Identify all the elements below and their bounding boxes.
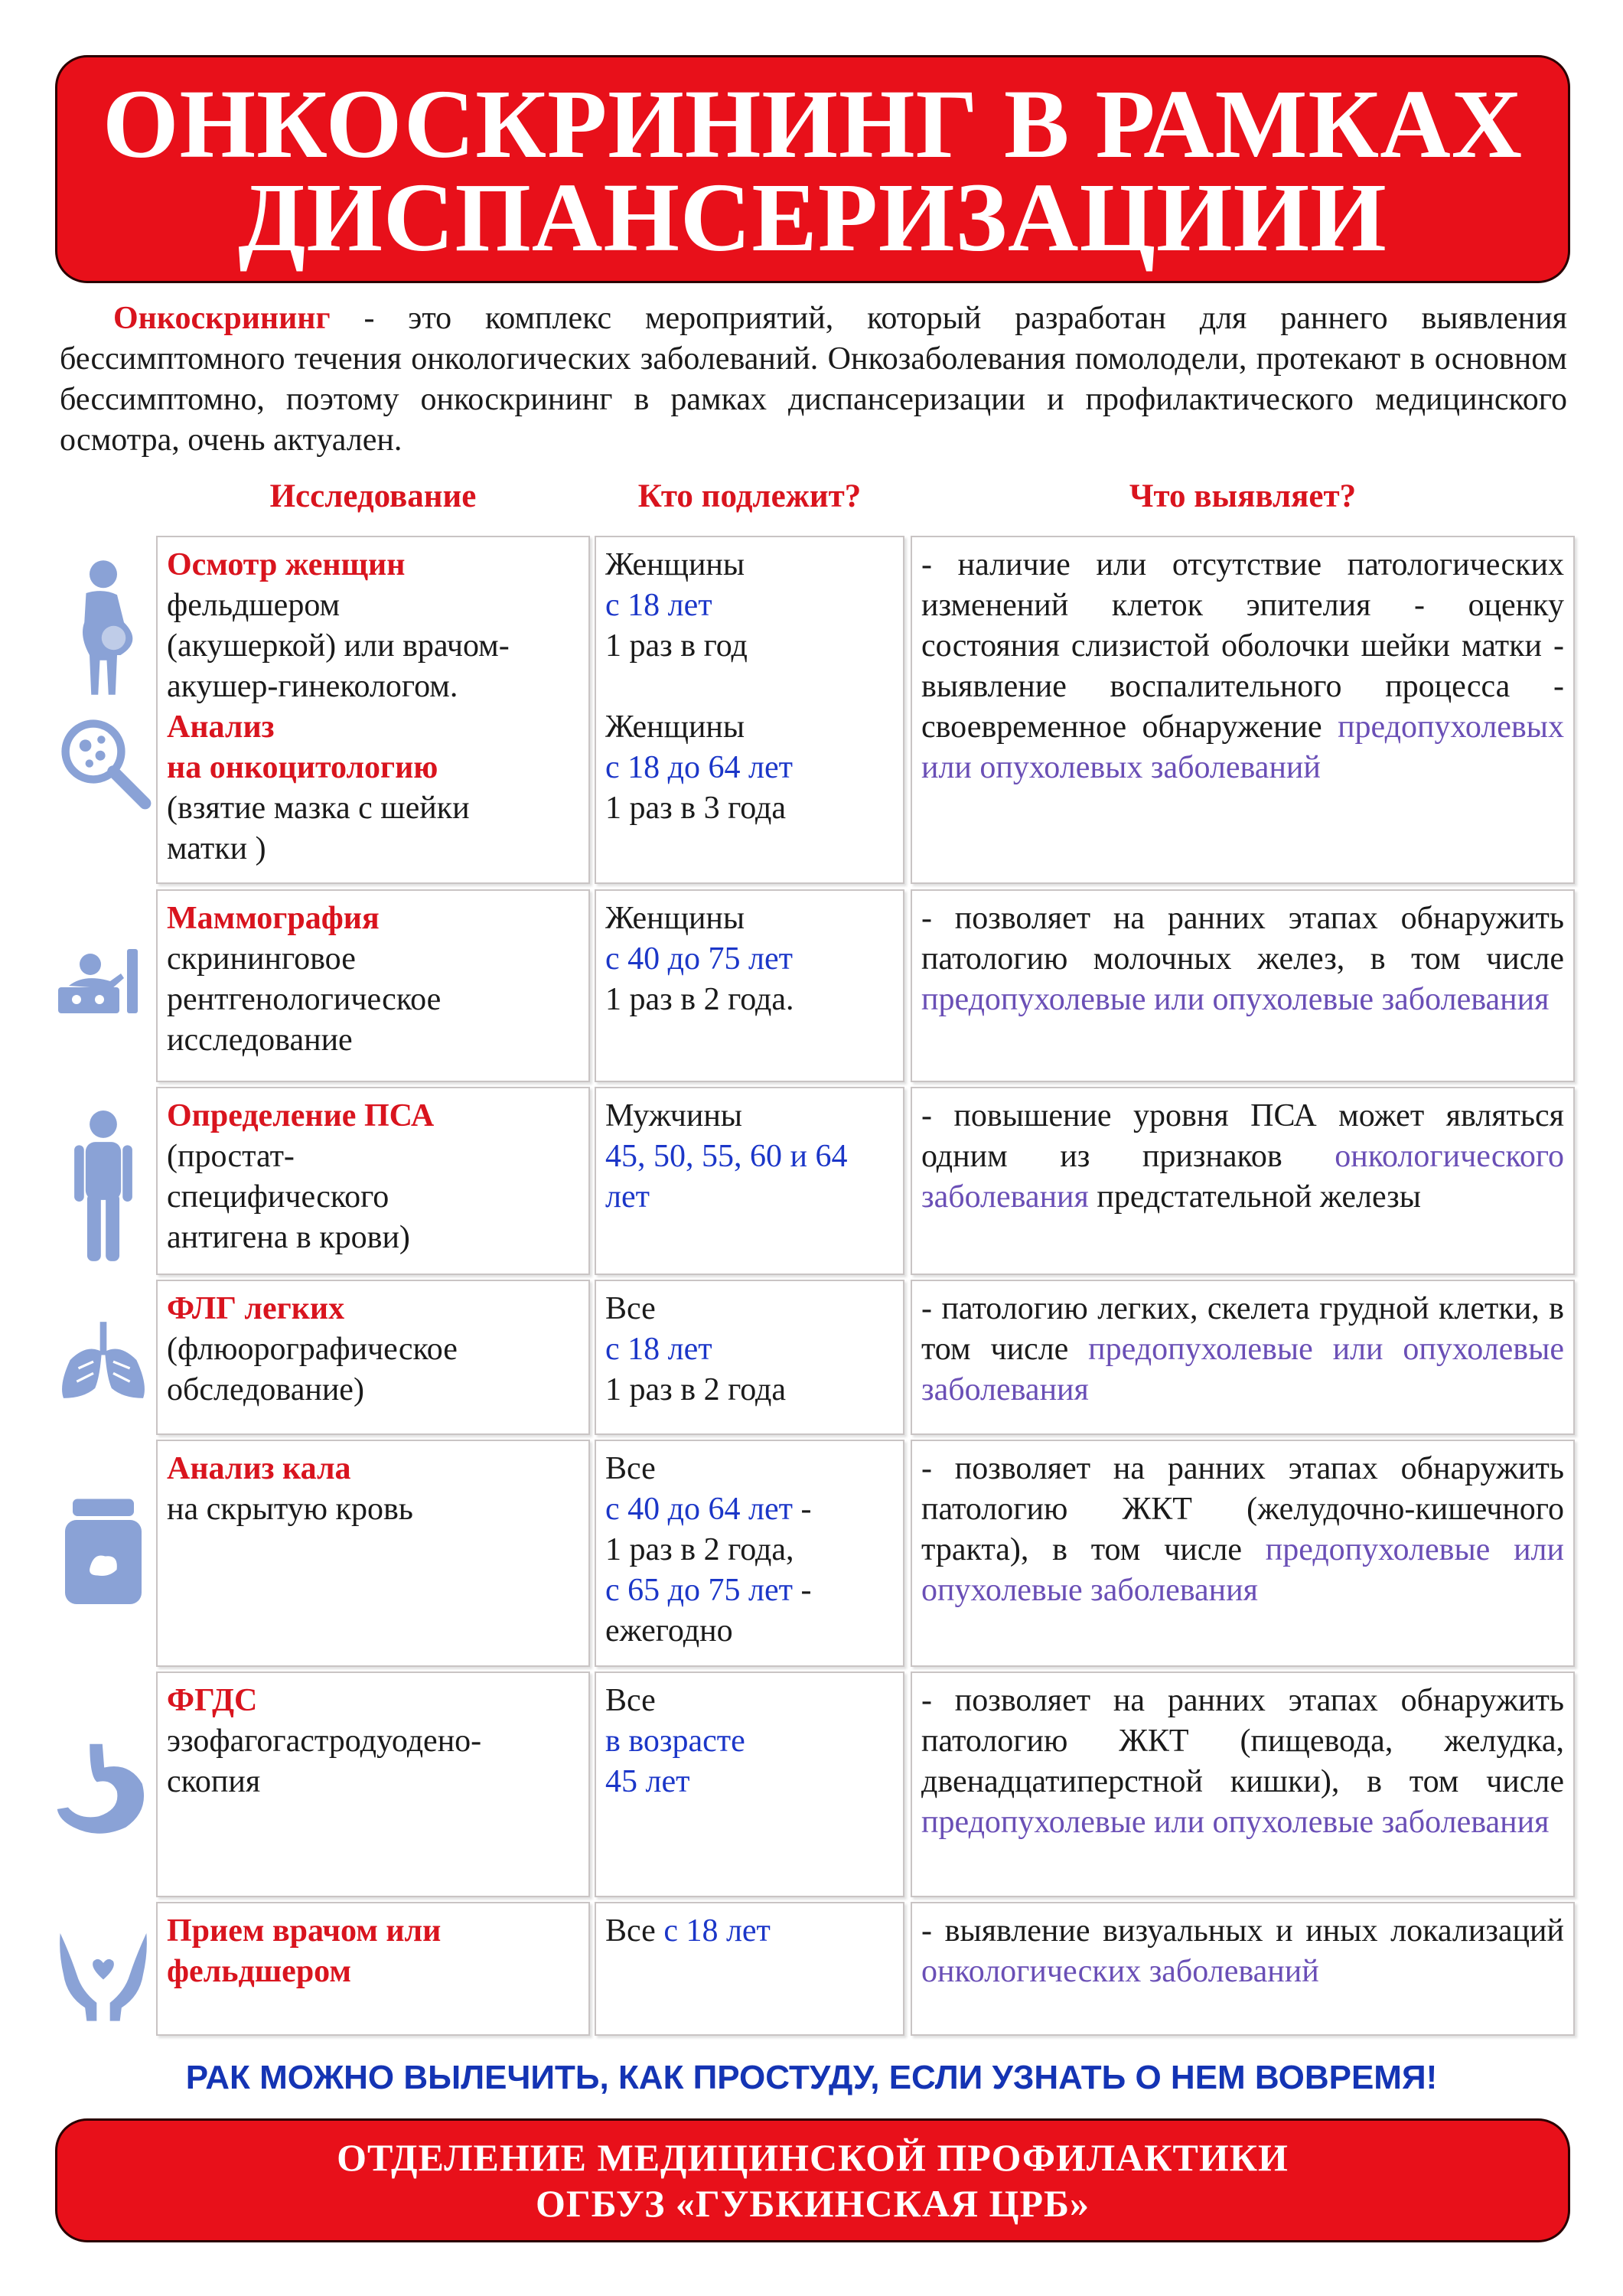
cell-text: Мужчины xyxy=(605,1098,743,1133)
cell-text: в возрасте xyxy=(605,1724,745,1759)
cell-line xyxy=(605,1570,894,1611)
footer-line-1: ОТДЕЛЕНИЕ МЕДИЦИНСКОЙ ПРОФИЛАКТИКИ xyxy=(337,2136,1289,2179)
cell-text: (флюорографическое xyxy=(167,1332,458,1367)
title-line-2: ДИСПАНСЕРИЗАЦИИИ xyxy=(238,163,1387,272)
mammography-icon xyxy=(54,924,153,1039)
cell-text: исследование xyxy=(167,1022,353,1058)
cell-line xyxy=(605,1137,894,1177)
study-cell xyxy=(156,1440,590,1667)
cell-line xyxy=(605,626,894,667)
cell-line xyxy=(605,1289,894,1329)
cell-line xyxy=(605,1762,894,1802)
table-row xyxy=(0,889,1623,1082)
table-row xyxy=(0,1440,1623,1667)
cell-line xyxy=(167,1177,579,1218)
cell-text: - позволяет на ранних этапах обнаружить патологию ЖКТ (желудочно-кишечного тракта), в том числе xyxy=(921,1451,1564,1567)
intro-lead: Онкоскрининг xyxy=(113,301,331,336)
footer-banner xyxy=(55,2118,1570,2242)
cell-line xyxy=(605,980,894,1020)
cell-line xyxy=(605,1177,894,1218)
cell-text: Определение ПСА xyxy=(167,1098,435,1133)
cell-line xyxy=(167,748,579,788)
cell-line xyxy=(167,707,579,748)
cell-text: Все xyxy=(605,1451,656,1486)
cell-text: с 18 лет xyxy=(605,588,712,623)
cell-text: фельдшером xyxy=(167,588,341,623)
cell-text: 1 раз в 3 года xyxy=(605,791,787,826)
cell-line xyxy=(167,1489,579,1530)
cell-text: Женщины xyxy=(605,901,745,936)
table-row xyxy=(0,536,1623,884)
eligibility-cell xyxy=(595,1087,904,1275)
microscope-search-icon xyxy=(54,712,153,811)
cell-text: онкологического заболевания xyxy=(921,1139,1564,1215)
cell-text: (взятие мазка с шейки xyxy=(167,791,470,826)
cell-text: ФГДС xyxy=(167,1683,258,1718)
cell-text: Все xyxy=(605,1683,656,1718)
cell-text: эзофагогастродуодено- xyxy=(167,1724,482,1759)
cell-text: - своевременное обнаружение xyxy=(921,669,1564,745)
cell-line xyxy=(167,1370,579,1411)
cell-line xyxy=(605,748,894,788)
table-headers xyxy=(0,478,1623,523)
cell-line xyxy=(167,585,579,626)
cell-text: предопухолевые или опухолевые заболевания xyxy=(921,1805,1550,1840)
slogan: РАК МОЖНО ВЫЛЕЧИТЬ, КАК ПРОСТУДУ, ЕСЛИ УЗНАТЬ О НЕМ ВОВРЕМЯ! xyxy=(185,2059,1438,2096)
eligibility-cell xyxy=(595,889,904,1082)
cell-text: - наличие или отсутствие патологических изменений клеток эпителия xyxy=(921,547,1564,623)
eligibility-cell xyxy=(595,1902,904,2036)
cell-text: Женщины xyxy=(605,547,745,582)
cell-line xyxy=(605,1530,894,1570)
stomach-icon xyxy=(54,1733,153,1848)
study-cell xyxy=(156,1671,590,1897)
cell-line xyxy=(167,1911,579,1952)
study-cell xyxy=(156,1087,590,1275)
cell-text: предопухолевых или опухолевых заболеваний xyxy=(921,709,1564,785)
cell-text: антигена в крови) xyxy=(167,1220,410,1255)
eligibility-cell xyxy=(595,1671,904,1897)
cell-text: на онкоцитологию xyxy=(167,750,438,785)
cell-text: рентгенологическое xyxy=(167,982,442,1017)
cell-text: с 40 до 64 лет xyxy=(605,1492,793,1527)
cell-text: фельдшером xyxy=(167,1954,351,1989)
footer-line-2: ОГБУЗ «ГУБКИНСКАЯ ЦРБ» xyxy=(535,2182,1090,2225)
cell-line xyxy=(167,545,579,585)
detection-cell xyxy=(911,536,1575,884)
cell-text: Все xyxy=(605,1291,656,1326)
cell-text: Прием врачом или xyxy=(167,1913,442,1949)
study-cell xyxy=(156,1902,590,2036)
cell-line xyxy=(167,899,579,939)
lungs-icon xyxy=(54,1306,153,1414)
cell-text: скрининговое xyxy=(167,941,356,977)
cell-text: с 18 лет xyxy=(663,1913,771,1949)
cell-line xyxy=(167,667,579,707)
cell-line xyxy=(167,1096,579,1137)
cell-text: обследование) xyxy=(167,1372,364,1407)
cell-line xyxy=(167,1289,579,1329)
cell-line xyxy=(605,1449,894,1489)
cell-line xyxy=(167,1952,579,1992)
cell-text: - позволяет на ранних этапах обнаружить патологию молочных желез, в том числе xyxy=(921,901,1564,977)
cell-line xyxy=(167,788,579,829)
cell-text: Анализ кала xyxy=(167,1451,351,1486)
cell-text: 1 раз в 2 года. xyxy=(605,982,794,1017)
cell-line xyxy=(605,1681,894,1721)
cell-text: 1 раз в 2 года xyxy=(605,1372,787,1407)
cell-line xyxy=(167,1329,579,1370)
cell-line xyxy=(167,626,579,667)
cell-text: на скрытую кровь xyxy=(167,1492,413,1527)
cell-line xyxy=(167,1137,579,1177)
cell-text: - патологию легких, скелета грудной клетки, в том числе xyxy=(921,1291,1564,1367)
cell-line xyxy=(605,939,894,980)
study-cell xyxy=(156,536,590,884)
cell-text: Маммография xyxy=(167,901,380,936)
cell-text: предопухолевые или опухолевые заболевания xyxy=(921,1332,1564,1407)
cell-text: - выявление воспалительного процесса xyxy=(921,628,1564,704)
eligibility-cell xyxy=(595,1280,904,1435)
cell-text: с 18 лет xyxy=(605,1332,712,1367)
cell-line xyxy=(605,667,894,707)
cell-line xyxy=(167,829,579,869)
cell-line xyxy=(167,1218,579,1258)
cell-line xyxy=(605,788,894,829)
cell-text: предопухолевые или опухолевые заболевания xyxy=(921,982,1550,1017)
cell-text: Женщины xyxy=(605,709,745,745)
cell-line xyxy=(167,1449,579,1489)
cell-text: предопухолевые или опухолевые заболевания xyxy=(921,1532,1564,1608)
cell-text: акушер-гинекологом. xyxy=(167,669,458,704)
cell-text: с 40 до 75 лет xyxy=(605,941,793,977)
detection-cell xyxy=(911,1280,1575,1435)
cell-line xyxy=(167,1020,579,1061)
eligibility-cell xyxy=(595,1440,904,1667)
detection-cell xyxy=(911,1902,1575,2036)
cell-text: (простат- xyxy=(167,1139,295,1174)
cell-line xyxy=(605,707,894,748)
cell-line xyxy=(605,1489,894,1530)
cell-text: - выявление визуальных и иных локализаций xyxy=(921,1913,1564,1949)
intro-paragraph xyxy=(60,298,1567,461)
cell-text: предстательной железы xyxy=(1088,1179,1421,1215)
table-row xyxy=(0,1087,1623,1275)
cell-line xyxy=(605,1096,894,1137)
cell-text: Осмотр женщин xyxy=(167,547,406,582)
pregnant-woman-icon xyxy=(54,559,153,696)
cell-text: с 65 до 75 лет xyxy=(605,1573,793,1608)
cell-text: Все xyxy=(605,1913,664,1949)
cell-line xyxy=(167,1681,579,1721)
cell-text: - xyxy=(792,1492,812,1527)
table-row xyxy=(0,1280,1623,1435)
caring-hands-icon xyxy=(54,1917,153,2032)
cell-text: 1 раз в 2 года, xyxy=(605,1532,794,1567)
cell-line xyxy=(605,899,894,939)
study-cell xyxy=(156,1280,590,1435)
cell-line xyxy=(167,1721,579,1762)
cell-text: Анализ xyxy=(167,709,275,745)
cell-line xyxy=(605,1370,894,1411)
header-what: Что выявляет? xyxy=(1129,478,1357,514)
cell-line xyxy=(605,1329,894,1370)
header-who: Кто подлежит? xyxy=(637,478,862,514)
cell-line xyxy=(167,939,579,980)
cell-line xyxy=(167,980,579,1020)
cell-text: 45 лет xyxy=(605,1764,690,1799)
detection-cell xyxy=(911,1440,1575,1667)
cell-text: ежегодно xyxy=(605,1613,733,1649)
table-row xyxy=(0,1671,1623,1897)
cell-text: - позволяет на ранних этапах обнаружить патологию ЖКТ (пищевода, желудка, двенадцатиперстной кишки), в том числе xyxy=(921,1683,1564,1799)
title-banner xyxy=(55,55,1570,283)
cell-text: лет xyxy=(605,1179,650,1215)
cell-line xyxy=(605,545,894,585)
man-icon xyxy=(54,1110,153,1263)
cell-text: 45, 50, 55, 60 и 64 xyxy=(605,1139,848,1174)
cell-text: (акушеркой) или врачом- xyxy=(167,628,510,664)
sample-jar-icon xyxy=(54,1493,153,1608)
cell-text: - повышение уровня ПСА может являться одним из признаков xyxy=(921,1098,1564,1174)
cell-text: скопия xyxy=(167,1764,261,1799)
cell-text: ФЛГ легких xyxy=(167,1291,345,1326)
cell-line xyxy=(167,1762,579,1802)
cell-text: с 18 до 64 лет xyxy=(605,750,793,785)
header-study: Исследование xyxy=(269,478,477,514)
title-line-1: ОНКОСКРИНИНГ В РАМКАХ xyxy=(102,70,1524,178)
cell-text: специфического xyxy=(167,1179,389,1215)
cell-text: 1 раз в год xyxy=(605,628,748,664)
table-row xyxy=(0,1902,1623,2036)
detection-cell xyxy=(911,1087,1575,1275)
cell-line xyxy=(605,1611,894,1652)
cell-line xyxy=(605,585,894,626)
intro-text: - это комплекс мероприятий, который разработан для раннего выявления бессимптомного течения онкологических заболеваний. Онкозаболевания помолодели, протекают в основном бессимптомно, поэтому онкоскрининг в рамках диспансеризации и профилактического медицинского осмотра, очень актуален. xyxy=(60,301,1567,458)
cell-text: - оценку состояния слизистой оболочки шейки матки xyxy=(921,588,1564,664)
cell-text: - xyxy=(792,1573,812,1608)
cell-line xyxy=(605,1911,894,1952)
eligibility-cell xyxy=(595,536,904,884)
cell-text: матки ) xyxy=(167,831,266,866)
detection-cell xyxy=(911,1671,1575,1897)
study-cell xyxy=(156,889,590,1082)
cell-line xyxy=(605,1721,894,1762)
cell-text: онкологических заболеваний xyxy=(921,1954,1319,1989)
detection-cell xyxy=(911,889,1575,1082)
